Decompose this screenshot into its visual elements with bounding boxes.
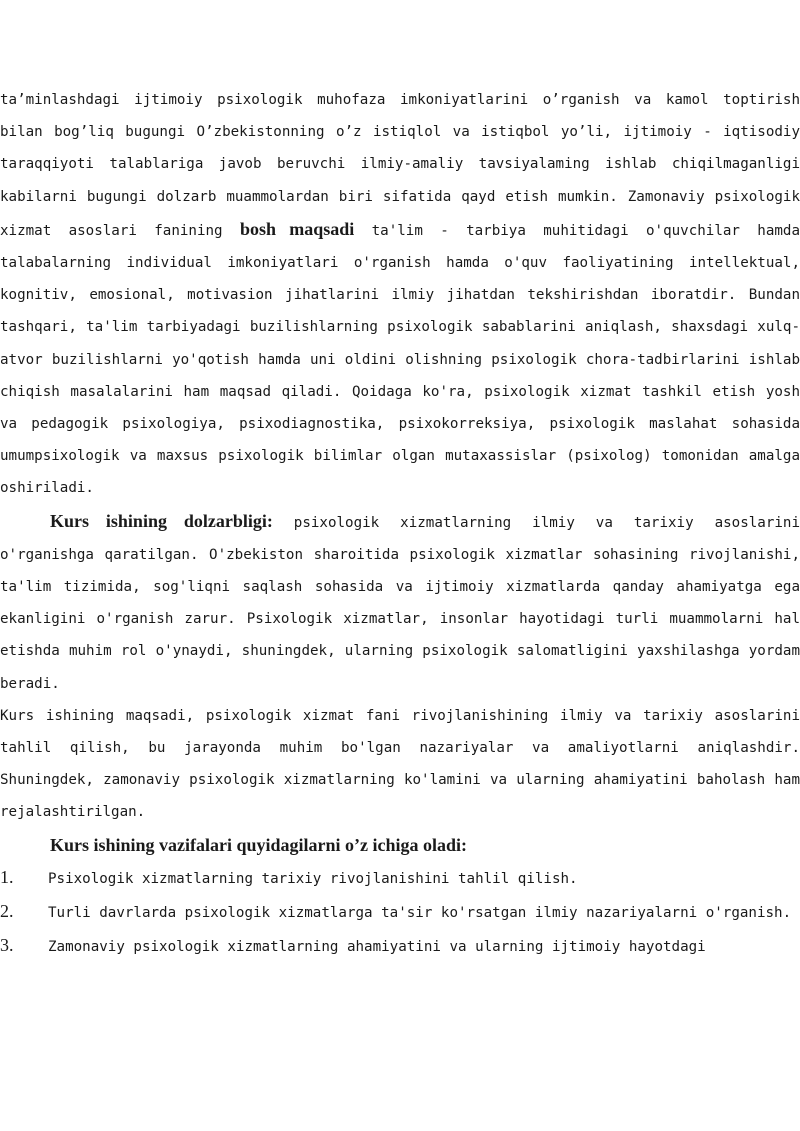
relevance-text: psixologik xizmatlarning ilmiy va tarixiy asoslarini o'rganishga qaratilgan. O'zbekiston sharoitida psixologik xizmatlar sohasining rivojlanishi, ta'lim tizimida, sog'liqni saqlash sohasida va ijtimoiy xizmatlarda qanday ahamiyatga ega ekanligini o'rganish zarur. Psixologik xizmatlar, insonlar hayotidagi turli muammolarni hal etishda muhim rol o'ynaydi, shuningdek, ularning psixologik salomatligini yaxshilashga yordam beradi. bbox=[0, 514, 800, 692]
paragraph-relevance bbox=[0, 505, 800, 700]
document-page bbox=[0, 84, 800, 963]
relevance-heading: Kurs ishining dolzarbligi: bbox=[50, 510, 273, 531]
paragraph-intro-text-end: ta'lim - tarbiya muhitidagi o'quvchilar hamda talabalarning individual imkoniyatlari o'rganish hamda o'quv faoliyatining intellektual, kognitiv, emosional, motivasion jihatlarini ilmiy jihatdan tekshirishdan iboratdir. Bundan tashqari, ta'lim tarbiyadagi buzilishlarning psixologik sabablarini aniqlash, shaxsdagi xulq-atvor buzilishlarni yo'qotish hamda uni oldini olishning psixologik chora-tadbirlarini ishlab chiqish masalalarini ham maqsad qiladi. Qoidaga ko'ra, psixologik xizmat tashkil etish yosh va pedagogik psixologiya, psixodiagnostika, psixokorreksiya, psixologik maslahat sohasida umumpsixologik va maxsus psixologik bilimlar olgan mutaxassislar (psixolog) tomonidan amalga oshiriladi. bbox=[0, 222, 800, 497]
list-item bbox=[0, 861, 800, 895]
list-item-number: 1. bbox=[0, 866, 14, 887]
tasks-heading: Kurs ishining vazifalari quyidagilarni o’z ichiga oladi: bbox=[50, 834, 468, 855]
list-item-text: Psixologik xizmatlarning tarixiy rivojlanishini tahlil qilish. bbox=[48, 870, 578, 887]
paragraph-intro bbox=[0, 84, 800, 505]
list-item-text: Zamonaviy psixologik xizmatlarning ahamiyatini va ularning ijtimoiy hayotdagi bbox=[48, 939, 706, 956]
list-item-text: Turli davrlarda psixologik xizmatlarga ta'sir ko'rsatgan ilmiy nazariyalarni o'rganish. bbox=[48, 905, 792, 922]
paragraph-intro-text-start: ta’minlashdagi ijtimoiy psixologik muhofaza imkoniyatlarini o’rganish va kamol toptirish bilan bog’liq bugungi O’zbekistonning o’z istiqlol va istiqbol yo’li, ijtimoiy - iqtisodiy taraqqiyoti talablariga javob beruvchi ilmiy-amaliy tavsiyalaming ishlab chiqilmaganligi kabilarni bugungi dolzarb muammolardan biri sifatida qayd etish mumkin. Zamonaviy psixologik xizmat asoslari fanining bbox=[0, 92, 800, 239]
paragraph-goal: Kurs ishining maqsadi, psixologik xizmat fani rivojlanishining ilmiy va tarixiy asoslarini tahlil qilish, bu jarayonda muhim bo'lgan nazariyalar va amaliyotlarni aniqlashdir. Shuningdek, zamonaviy psixologik xizmatlarning ko'lamini va ularning ahamiyatini baholash ham rejalashtirilgan. bbox=[0, 707, 800, 821]
list-item bbox=[0, 929, 800, 963]
list-item-number: 2. bbox=[0, 901, 14, 922]
list-item bbox=[0, 895, 800, 929]
bosh-maqsadi-term: bosh maqsadi bbox=[239, 218, 355, 239]
list-item-number: 3. bbox=[0, 935, 14, 956]
